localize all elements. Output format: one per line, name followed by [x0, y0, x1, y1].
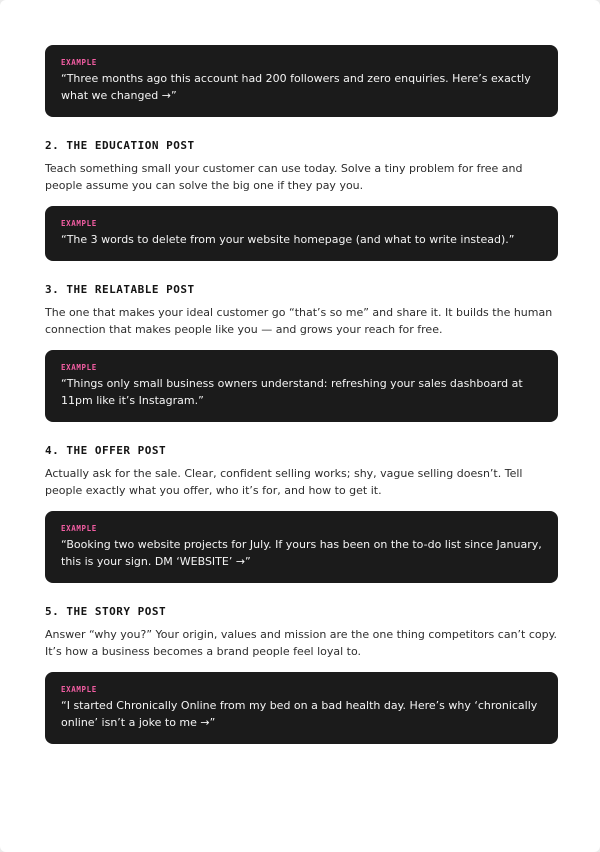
- section-body: The one that makes your ideal customer go “that’s so me” and share it. It builds the human connection that makes people like you — and grows your reach for free.: [45, 306, 553, 336]
- section-story-post: [45, 604, 558, 744]
- section-offer-post: [45, 443, 558, 583]
- example-quote: “Three months ago this account had 200 followers and zero enquiries. Here’s exactly what we changed →”: [61, 72, 531, 102]
- section-heading: 3. THE RELATABLE POST: [45, 283, 195, 296]
- section-heading: 5. THE STORY POST: [45, 605, 167, 618]
- example-box: [45, 206, 558, 261]
- section-heading: 2. THE EDUCATION POST: [45, 139, 195, 152]
- section-body: Teach something small your customer can use today. Solve a tiny problem for free and people assume you can solve the big one if they pay you.: [45, 162, 523, 192]
- example-box-intro: [45, 45, 558, 117]
- section-heading: 4. THE OFFER POST: [45, 444, 167, 457]
- example-box: [45, 672, 558, 744]
- example-quote: “I started Chronically Online from my bed on a bad health day. Here’s why ‘chronically online’ isn’t a joke to me →”: [61, 699, 538, 729]
- section-relatable-post: [45, 282, 558, 422]
- example-box: [45, 511, 558, 583]
- example-label: EXAMPLE: [61, 363, 97, 372]
- example-label: EXAMPLE: [61, 58, 97, 67]
- section-body: Answer “why you?” Your origin, values and mission are the one thing competitors can’t copy. It’s how a business becomes a brand people feel loyal to.: [45, 628, 558, 658]
- example-box: [45, 350, 558, 422]
- example-label: EXAMPLE: [61, 685, 97, 694]
- example-label: EXAMPLE: [61, 524, 97, 533]
- section-body: Actually ask for the sale. Clear, confident selling works; shy, vague selling doesn’t. Tell people exactly what you offer, who it’s for, and how to get it.: [45, 467, 523, 497]
- example-quote: “Things only small business owners understand: refreshing your sales dashboard at 11pm like it’s Instagram.”: [61, 377, 523, 407]
- example-label: EXAMPLE: [61, 219, 97, 228]
- example-quote: “Booking two website projects for July. If yours has been on the to-do list since January, this is your sign. DM ‘WEBSITE’ →”: [61, 538, 542, 568]
- section-education-post: [45, 138, 558, 261]
- example-quote: “The 3 words to delete from your website homepage (and what to write instead).”: [61, 233, 515, 246]
